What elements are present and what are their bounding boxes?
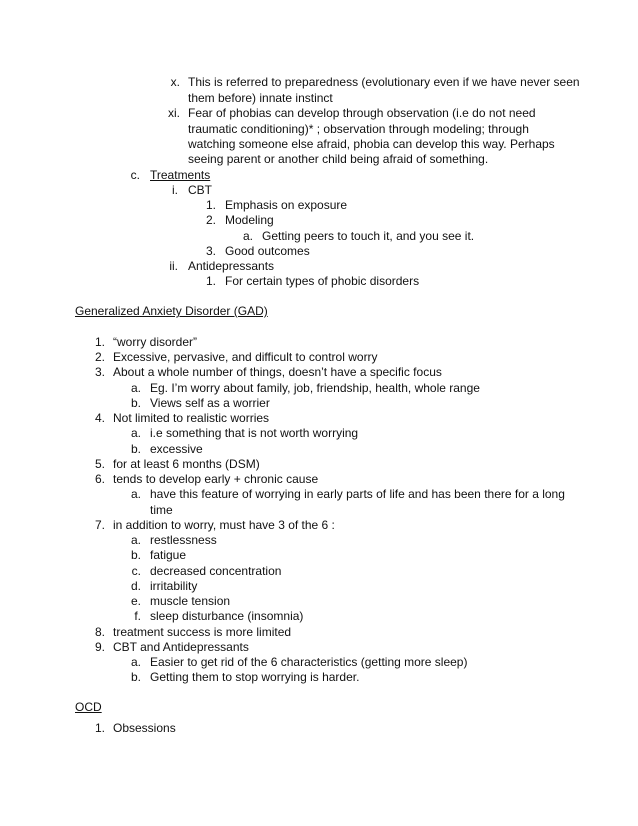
- list-item-text: sleep disturbance (insomnia): [150, 609, 304, 623]
- list-marker: 3.: [205, 244, 216, 258]
- list-item-text: Modeling: [225, 213, 274, 227]
- list-marker: a.: [242, 229, 253, 243]
- list-marker: c.: [130, 168, 140, 182]
- section-subheading: Treatments: [150, 168, 211, 182]
- list-item-text: Excessive, pervasive, and difficult to control worry: [113, 350, 378, 364]
- list-item-text: fatigue: [150, 548, 187, 562]
- section-heading-gad: Generalized Anxiety Disorder (GAD): [75, 304, 268, 318]
- list-item-text: Getting them to stop worrying is harder.: [150, 670, 360, 684]
- list-marker: 3.: [94, 365, 105, 379]
- list-marker: 4.: [94, 411, 105, 425]
- list-marker: 8.: [94, 625, 105, 639]
- list-marker: a.: [130, 487, 141, 501]
- list-marker: d.: [130, 579, 141, 593]
- list-item-text: irritability: [150, 579, 198, 593]
- list-marker: a.: [130, 655, 141, 669]
- list-item-text: Easier to get rid of the 6 characteristics (getting more sleep): [150, 655, 468, 669]
- list-marker: 1.: [205, 274, 216, 288]
- list-marker: f.: [134, 609, 141, 623]
- list-item-text: For certain types of phobic disorders: [225, 274, 420, 288]
- list-marker: 9.: [94, 640, 105, 654]
- list-item-text: traumatic conditioning)* ; observation through modeling; through: [188, 122, 529, 136]
- list-item-text: restlessness: [150, 533, 217, 547]
- list-marker: 1.: [94, 335, 105, 349]
- list-marker: c.: [131, 564, 141, 578]
- list-marker: b.: [130, 670, 141, 684]
- list-marker: 1.: [205, 198, 216, 212]
- list-marker: 2.: [94, 350, 105, 364]
- list-marker: x.: [170, 75, 180, 89]
- list-item-text: Eg. I’m worry about family, job, friendship, health, whole range: [150, 381, 480, 395]
- list-item-text: excessive: [150, 442, 203, 456]
- list-item-text: time: [150, 503, 173, 517]
- list-item-text: have this feature of worrying in early parts of life and has been there for a long: [150, 487, 565, 501]
- list-item-text: in addition to worry, must have 3 of the 6 :: [113, 518, 335, 532]
- list-item-text: Obsessions: [113, 721, 176, 735]
- list-item-text: treatment success is more limited: [113, 625, 292, 639]
- list-marker: 6.: [94, 472, 105, 486]
- list-item-text: watching someone else afraid, phobia can develop this way. Perhaps: [188, 137, 555, 151]
- list-marker: a.: [130, 426, 141, 440]
- list-item-text: “worry disorder”: [113, 335, 198, 349]
- list-item-text: tends to develop early + chronic cause: [113, 472, 319, 486]
- list-marker: b.: [130, 396, 141, 410]
- list-item-text: Emphasis on exposure: [225, 198, 348, 212]
- list-marker: b.: [130, 442, 141, 456]
- list-marker: xi.: [168, 106, 180, 120]
- list-item-text: CBT and Antidepressants: [113, 640, 249, 654]
- list-item-text: for at least 6 months (DSM): [113, 457, 260, 471]
- list-item-text: Views self as a worrier: [150, 396, 270, 410]
- section-heading-ocd: OCD: [75, 700, 102, 714]
- list-item-text: decreased concentration: [150, 564, 282, 578]
- list-marker: b.: [130, 548, 141, 562]
- list-marker: 7.: [94, 518, 105, 532]
- list-item-text: Getting peers to touch it, and you see it.: [262, 229, 475, 243]
- list-marker: 5.: [94, 457, 105, 471]
- list-marker: a.: [130, 533, 141, 547]
- list-item-text: About a whole number of things, doesn’t have a specific focus: [113, 365, 442, 379]
- list-marker: a.: [130, 381, 141, 395]
- list-item-text: Fear of phobias can develop through observation (i.e do not need: [188, 106, 536, 120]
- list-marker: 2.: [205, 213, 216, 227]
- list-item-text: Good outcomes: [225, 244, 310, 258]
- list-item-text: CBT: [188, 183, 212, 197]
- list-item-text: This is referred to preparedness (evolutionary even if we have never seen: [188, 75, 580, 89]
- list-item-text: Antidepressants: [188, 259, 275, 273]
- list-marker: i.: [172, 183, 178, 197]
- list-item-text: muscle tension: [150, 594, 231, 608]
- list-item-text: Not limited to realistic worries: [113, 411, 270, 425]
- list-item-text: them before) innate instinct: [188, 91, 333, 105]
- list-marker: e.: [130, 594, 141, 608]
- list-marker: 1.: [94, 721, 105, 735]
- list-item-text: i.e something that is not worth worrying: [150, 426, 359, 440]
- list-item-text: seeing parent or another child being afraid of something.: [188, 152, 489, 166]
- list-marker: ii.: [169, 259, 178, 273]
